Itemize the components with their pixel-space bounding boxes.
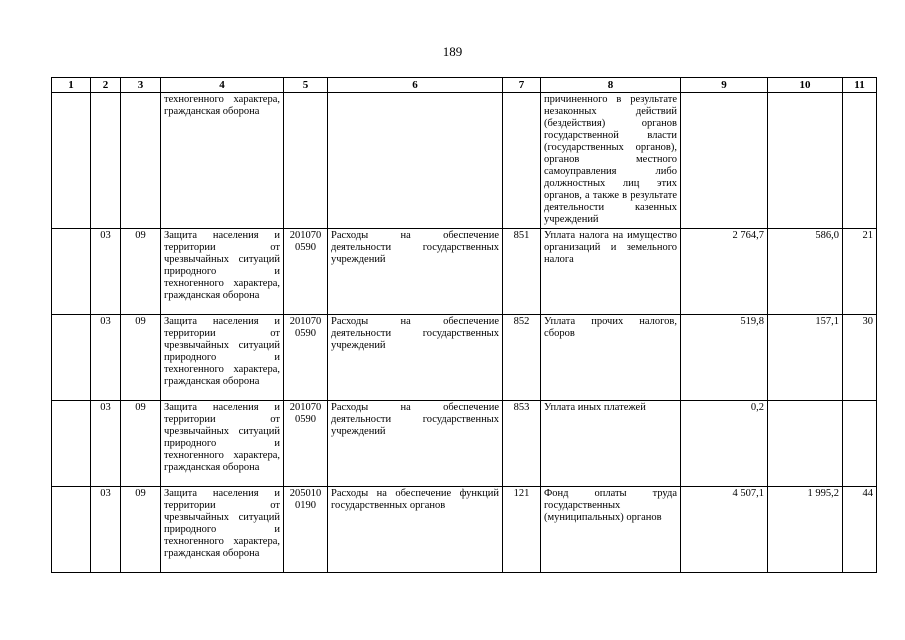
table-row — [52, 229, 877, 315]
cell-amount-plan: 519,8 — [681, 315, 768, 401]
cell-section — [52, 487, 91, 573]
header-col-8: 8 — [541, 78, 681, 93]
cell-section — [52, 401, 91, 487]
cell-target-code: 201070 0590 — [284, 401, 328, 487]
cell-chapter — [91, 93, 121, 229]
cell-percent: 30 — [843, 315, 877, 401]
cell-expense-type: 851 — [503, 229, 541, 315]
header-col-1: 1 — [52, 78, 91, 93]
cell-subsection: 09 — [121, 315, 161, 401]
cell-percent — [843, 93, 877, 229]
cell-expense-name: причиненного в результате незаконных действий (бездействия) органов государственной власти (государственных органов), органов местного самоуправления либо должностных лиц этих органов, а также в результате деятельности казенных учреждений — [541, 93, 681, 229]
cell-expense-name: Уплата прочих налогов, сборов — [541, 315, 681, 401]
header-col-6: 6 — [328, 78, 503, 93]
cell-subsection: 09 — [121, 487, 161, 573]
header-col-4: 4 — [161, 78, 284, 93]
cell-amount-plan: 0,2 — [681, 401, 768, 487]
cell-expense-type: 852 — [503, 315, 541, 401]
header-row — [52, 78, 877, 93]
cell-amount-plan: 2 764,7 — [681, 229, 768, 315]
cell-amount-actual: 1 995,2 — [768, 487, 843, 573]
cell-chapter: 03 — [91, 315, 121, 401]
cell-subsection-name: техногенного характера, гражданская оборона — [161, 93, 284, 229]
cell-amount-actual: 586,0 — [768, 229, 843, 315]
cell-amount-actual — [768, 401, 843, 487]
cell-subsection — [121, 93, 161, 229]
header-col-11: 11 — [843, 78, 877, 93]
cell-section — [52, 93, 91, 229]
cell-subsection-name: Защита населения и территории от чрезвычайных ситуаций природного и техногенного характера, гражданская оборона — [161, 315, 284, 401]
cell-amount-plan: 4 507,1 — [681, 487, 768, 573]
cell-percent — [843, 401, 877, 487]
header-col-7: 7 — [503, 78, 541, 93]
cell-amount-actual — [768, 93, 843, 229]
cell-target-code: 201070 0590 — [284, 315, 328, 401]
cell-section — [52, 315, 91, 401]
cell-expense-name: Фонд оплаты труда государственных (муниципальных) органов — [541, 487, 681, 573]
cell-target-code: 201070 0590 — [284, 229, 328, 315]
table-row — [52, 487, 877, 573]
cell-target-name: Расходы на обеспечение деятельности государственных учреждений — [328, 315, 503, 401]
cell-chapter: 03 — [91, 487, 121, 573]
cell-subsection-name: Защита населения и территории от чрезвычайных ситуаций природного и техногенного характера, гражданская оборона — [161, 487, 284, 573]
cell-expense-type: 853 — [503, 401, 541, 487]
page-number: 189 — [442, 44, 463, 59]
budget-table — [51, 77, 877, 573]
cell-subsection: 09 — [121, 229, 161, 315]
cell-target-name: Расходы на обеспечение деятельности государственных учреждений — [328, 401, 503, 487]
cell-chapter: 03 — [91, 229, 121, 315]
cell-target-name: Расходы на обеспечение функций государственных органов — [328, 487, 503, 573]
cell-chapter: 03 — [91, 401, 121, 487]
cell-target-code: 205010 0190 — [284, 487, 328, 573]
header-col-2: 2 — [91, 78, 121, 93]
cell-subsection-name: Защита населения и территории от чрезвычайных ситуаций природного и техногенного характера, гражданская оборона — [161, 229, 284, 315]
cell-target-code — [284, 93, 328, 229]
cell-amount-plan — [681, 93, 768, 229]
header-col-5: 5 — [284, 78, 328, 93]
cell-subsection-name: Защита населения и территории от чрезвычайных ситуаций природного и техногенного характера, гражданская оборона — [161, 401, 284, 487]
cell-section — [52, 229, 91, 315]
cell-expense-type: 121 — [503, 487, 541, 573]
header-col-9: 9 — [681, 78, 768, 93]
cell-expense-type — [503, 93, 541, 229]
cell-percent: 21 — [843, 229, 877, 315]
table-row — [52, 93, 877, 229]
cell-target-name: Расходы на обеспечение деятельности государственных учреждений — [328, 229, 503, 315]
header-col-10: 10 — [768, 78, 843, 93]
cell-amount-actual: 157,1 — [768, 315, 843, 401]
table-row — [52, 401, 877, 487]
cell-expense-name: Уплата налога на имущество организаций и земельного налога — [541, 229, 681, 315]
table-row — [52, 315, 877, 401]
header-col-3: 3 — [121, 78, 161, 93]
cell-subsection: 09 — [121, 401, 161, 487]
cell-percent: 44 — [843, 487, 877, 573]
cell-target-name — [328, 93, 503, 229]
cell-expense-name: Уплата иных платежей — [541, 401, 681, 487]
